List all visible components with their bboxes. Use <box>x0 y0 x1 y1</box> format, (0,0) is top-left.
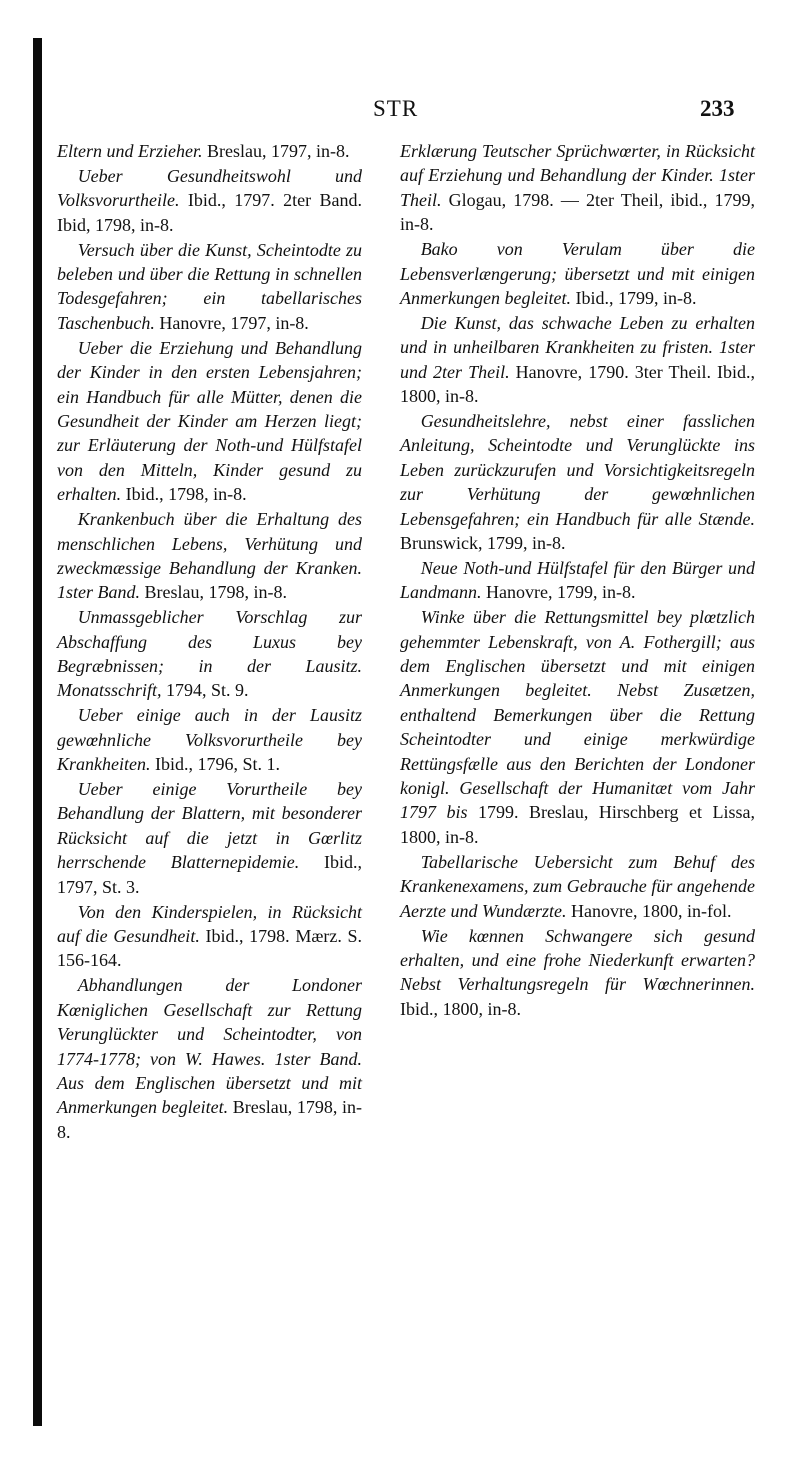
entry-publication: Ibid., 1798. Mærz. S. 156-164. <box>57 926 363 971</box>
entry-title: Wie kœnnen Schwangere sich gesund erhalten, und eine frohe Niederkunft erwarten? Nebst Verhaltungsregeln für Wœchnerinnen. <box>400 925 755 995</box>
bibliography-entry <box>400 409 755 555</box>
bibliography-entry <box>400 556 755 605</box>
entry-title: Ueber die Erziehung und Behandlung der Kinder in den ersten Lebensjahren; ein Handbuch für alle Mütter, denen die Gesundheit der Kinder am Herzen liegt; zur Erläuterung der Noth-und Hülfstafel von den Mitteln, Kinder gesund zu erhalten. <box>57 337 362 505</box>
entry-title: Tabellarische Uebersicht zum Behuf des Krankenexamens, zum Gebrauche für angehende Aerzte und Wundærzte. <box>400 851 755 921</box>
entry-publication: Ibid., 1799, in-8. <box>570 287 697 308</box>
bibliography-entry <box>400 311 755 409</box>
entry-title: Winke über die Rettungsmittel bey plœtzlich gehemmter Lebenskraft, von A. Fothergill; aus dem Englischen übersetzt und mit einigen Anmerkungen begleitet. Nebst Zusætzen, enthaltend Bemerkungen über die Rettung Scheintodter und einige merkwürdige Rettüngsfælle aus den Berichten der Londoner konigl. Gesellschaft der Humanitæt vom Jahr 1797 bis <box>400 607 755 823</box>
bibliography-entry <box>400 605 755 849</box>
bibliography-entry <box>57 703 362 776</box>
entry-publication: Breslau, 1798, in-8. <box>57 1097 362 1142</box>
entry-publication: Hanovre, 1799, in-8. <box>481 582 636 603</box>
entry-publication: Breslau, 1797, in-8. <box>202 141 350 161</box>
bibliography-entry <box>57 973 362 1144</box>
bibliography-entry <box>57 605 362 703</box>
entry-title: Ueber einige auch in der Lausitz gewœhnliche Volksvorurtheile bey Krankheiten. <box>57 705 362 775</box>
entry-publication: Ibid., 1800, in-8. <box>400 998 521 1019</box>
bibliography-entry <box>57 139 362 163</box>
right-column <box>400 139 755 1022</box>
entry-title: Ueber Gesundheitswohl und Volksvorurtheile. <box>57 165 362 211</box>
entry-title: Versuch über die Kunst, Scheintodte zu beleben und über die Rettung in schnellen Todesgefahren; ein tabellarisches Taschenbuch. <box>57 239 362 333</box>
entry-title: Eltern und Erzieher. <box>57 141 203 161</box>
bibliography-entry <box>57 777 362 899</box>
bibliography-entry <box>400 850 755 923</box>
entry-title: Die Kunst, das schwache Leben zu erhalten und in unheilbaren Krankheiten zu fristen. 1ster und 2ter Theil. <box>400 312 755 382</box>
entry-title: Ueber einige Vorurtheile bey Behandlung der Blattern, mit besonderer Rücksicht auf die jetzt in Gœrlitz herrschende Blatternepidemie. <box>57 779 362 873</box>
bibliography-entry <box>57 164 362 237</box>
bibliography-entry <box>400 924 755 1022</box>
entry-title: Von den Kinderspielen, in Rücksicht auf die Gesundheit. <box>57 901 362 946</box>
entry-publication: Ibid., 1797. 2ter Band. Ibid, 1798, in-8. <box>57 190 362 235</box>
bibliography-entry <box>57 238 362 336</box>
entry-publication: Hanovre, 1797, in-8. <box>154 312 309 333</box>
entry-title: Erklærung Teutscher Sprüchwœrter, in Rücksicht auf Erziehung und Behandlung der Kinder. 1ster Theil. <box>400 141 755 210</box>
bibliography-entry <box>57 507 362 605</box>
binding-edge <box>33 38 42 1426</box>
entry-publication: Glogau, 1798. — 2ter Theil, ibid., 1799, in-8. <box>400 189 755 235</box>
entry-publication: 1794, St. 9. <box>161 680 249 701</box>
bibliography-entry <box>400 237 755 310</box>
bibliography-entry <box>57 336 362 507</box>
entry-publication: Breslau, 1798, in-8. <box>140 582 287 603</box>
entry-publication: Ibid., 1797, St. 3. <box>57 852 362 897</box>
entry-title: Bako von Verulam über die Lebensverlængerung; übersetzt und mit einigen Anmerkungen begleitet. <box>400 239 755 308</box>
entry-publication: 1799. Breslau, Hirschberg et Lissa, 1800, in-8. <box>400 802 755 847</box>
entry-publication: Ibid., 1796, St. 1. <box>150 754 280 775</box>
entry-publication: Hanovre, 1790. 3ter Theil. Ibid., 1800, in-8. <box>400 361 755 407</box>
entry-title: Krankenbuch über die Erhaltung des menschlichen Lebens, Verhütung und zweckmæssige Behandlung der Kranken. 1ster Band. <box>57 509 362 603</box>
page-number: 233 <box>700 96 735 121</box>
entry-title: Neue Noth-und Hülfstafel für den Bürger und Landmann. <box>400 557 755 603</box>
running-header: STR <box>373 96 419 121</box>
entry-publication: Ibid., 1798, in-8. <box>121 484 247 505</box>
entry-title: Abhandlungen der Londoner Kœniglichen Gesellschaft zur Rettung Verunglückter und Scheintodter, von 1774-1778; von W. Hawes. 1ster Band. Aus dem Englischen übersetzt und mit Anmerkungen begleitet. <box>57 975 362 1118</box>
left-column <box>57 139 362 1145</box>
bibliography-entry <box>57 900 362 973</box>
entry-title: Unmassgeblicher Vorschlag zur Abschaffung des Luxus bey Begræbnissen; in der Lausitz. Monatsschrift, <box>57 607 362 701</box>
entry-publication: Brunswick, 1799, in-8. <box>400 533 566 553</box>
entry-title: Gesundheitslehre, nebst einer fasslichen Anleitung, Scheintodte und Verunglückte ins Leben zurückzurufen und Vorsichtigkeitsregeln zur Verhütung der gewœhnlichen Lebensgefahren; ein Handbuch für alle Stænde. <box>400 410 755 529</box>
entry-publication: Hanovre, 1800, in-fol. <box>566 900 732 921</box>
bibliography-entry <box>400 139 755 237</box>
